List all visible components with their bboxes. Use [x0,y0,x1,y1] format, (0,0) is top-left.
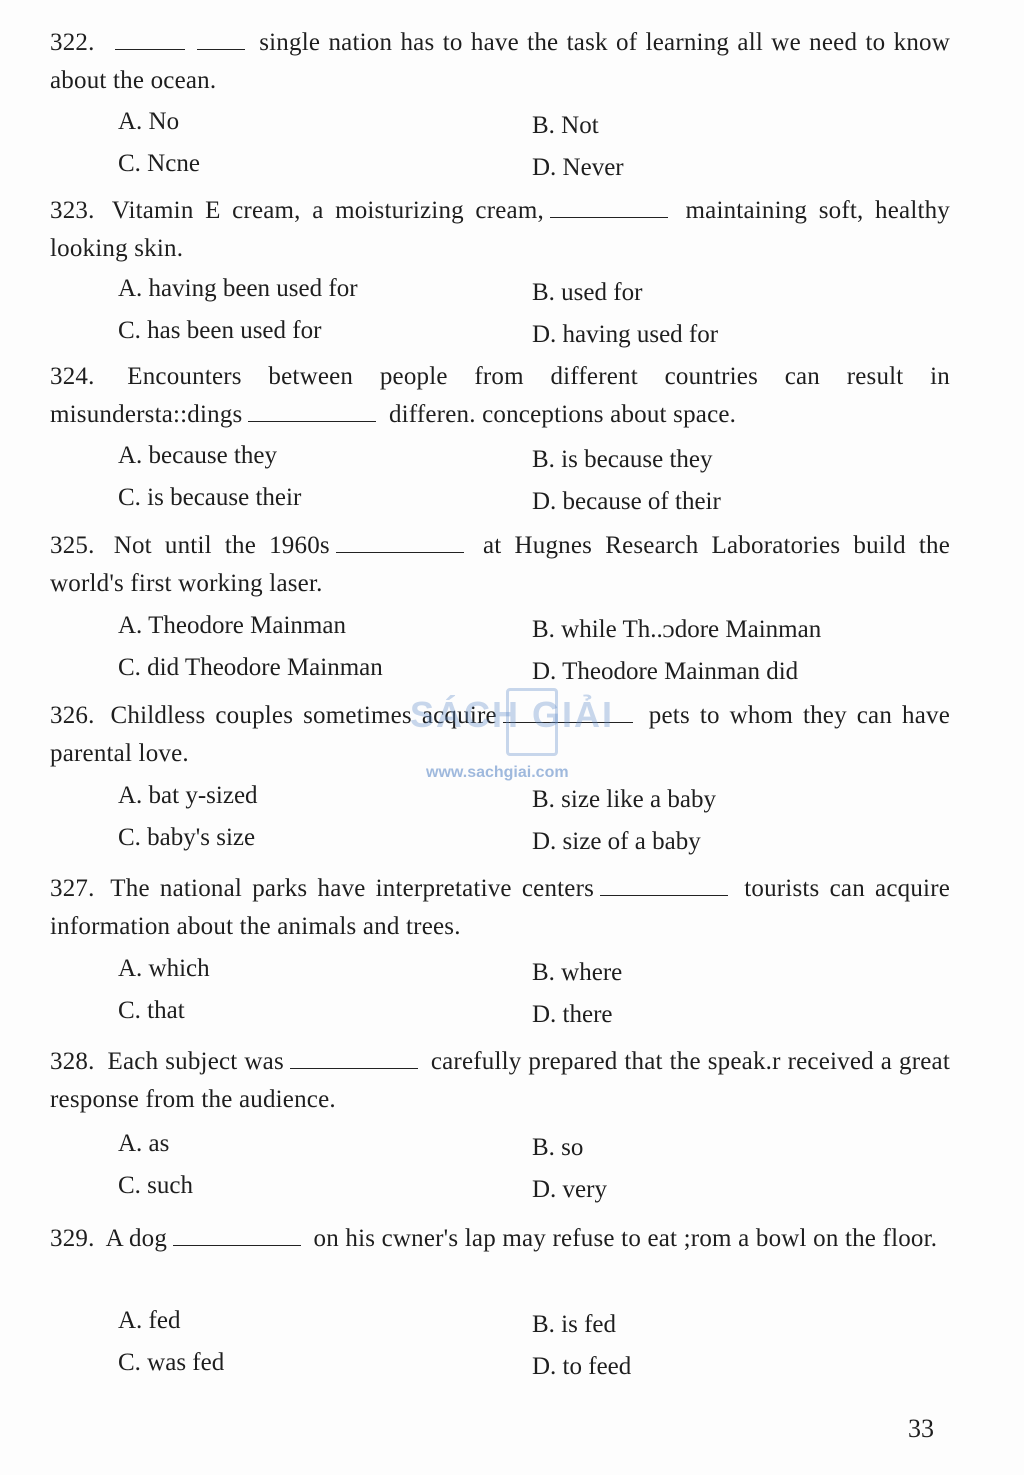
question-text-before: Vitamin E cream, a moisturizing cream, [111,197,544,224]
question-number: 328. [50,1048,95,1075]
question-329 [50,1220,950,1258]
option-d: D. size of a baby [532,828,701,855]
options-328 [118,1130,918,1214]
question-text-after: differen. conceptions about space. [388,401,737,428]
question-number: 327. [50,875,95,902]
option-c: C. Ncne [118,150,200,177]
option-c: C. has been used for [118,317,322,344]
option-d: D. having used for [532,321,719,348]
question-number: 324. [50,363,95,390]
answer-blank [600,873,728,896]
question-text-before: A dog [105,1225,168,1252]
question-number: 326. [50,702,95,729]
option-b: B. Not [532,112,599,139]
answer-blank [503,700,633,723]
question-text-after: carefully prepared that the speak.r received a great response from the audience. [50,1048,950,1113]
question-text-before: The national parks have interpretative centers [110,875,595,902]
question-text-after: pets to whom they can have parental love. [50,702,951,767]
question-number: 323. [50,197,95,224]
option-d: D. Theodore Mainman did [532,658,799,685]
option-d: D. to feed [532,1353,632,1380]
option-a: A. fed [118,1307,181,1334]
options-324 [118,442,918,526]
answer-blank-2 [197,27,245,50]
option-c: C. is because their [118,484,302,511]
question-326 [50,697,950,773]
question-number: 325. [50,532,95,559]
option-a: A. having been used for [118,275,358,302]
option-c: C. such [118,1172,193,1199]
option-b: B. while Th..ᴐdore Mainman [532,616,822,643]
option-c: C. that [118,997,185,1024]
option-a: A. as [118,1130,170,1157]
question-text-before: Encounters between people from different countries can result in misundersta::dings [50,363,950,428]
question-324 [50,358,950,434]
option-b: B. where [532,959,623,986]
question-text-after: at Hugnes Research Laboratories build the world's first working laser. [50,532,951,597]
answer-blank [336,530,464,553]
options-325 [118,612,918,696]
option-c: C. did Theodore Mainman [118,654,383,681]
question-text-after: maintaining soft, healthy looking skin. [50,197,951,262]
page-number: 33 [908,1414,934,1443]
question-number: 329. [50,1225,95,1252]
watermark-logo: SÁCH GIẢI [410,694,615,735]
answer-blank [115,27,185,50]
question-text-after: on his cwner's lap may refuse to eat ;rom a bowl on the floor. [313,1225,938,1252]
answer-blank [248,399,376,422]
question-text-before: Each subject was [107,1048,284,1075]
question-322 [50,24,950,100]
option-d: D. very [532,1176,607,1203]
option-a: A. because they [118,442,277,469]
question-text-before: Childless couples sometimes acquire [110,702,497,729]
option-a: A. bat y-sized [118,782,258,809]
question-text-after: single nation has to have the task of learning all we need to know about the ocean. [50,29,951,94]
options-326 [118,782,918,866]
option-b: B. so [532,1134,584,1161]
option-c: C. was fed [118,1349,225,1376]
options-329 [118,1307,918,1391]
option-b: B. is because they [532,446,713,473]
question-number: 322. [50,29,95,56]
option-d: D. Never [532,154,624,181]
option-d: D. because of their [532,488,721,515]
options-327 [118,955,918,1039]
question-328 [50,1043,950,1119]
option-a: A. Theodore Mainman [118,612,346,639]
question-325 [50,527,950,603]
option-a: A. which [118,955,210,982]
answer-blank [290,1046,418,1069]
option-b: B. used for [532,279,643,306]
option-b: B. size like a baby [532,786,716,813]
question-text-before: Not until the 1960s [113,532,330,559]
answer-blank [550,195,668,218]
options-323 [118,275,918,359]
option-d: D. there [532,1001,613,1028]
question-323 [50,192,950,268]
question-text-after: tourists can acquire information about the animals and trees. [50,875,951,940]
question-327 [50,870,950,946]
options-322 [118,108,918,192]
option-c: C. baby's size [118,824,256,851]
answer-blank [173,1223,301,1246]
option-b: B. is fed [532,1311,617,1338]
option-a: A. No [118,108,180,135]
watermark-url: www.sachgiai.com [426,764,569,781]
